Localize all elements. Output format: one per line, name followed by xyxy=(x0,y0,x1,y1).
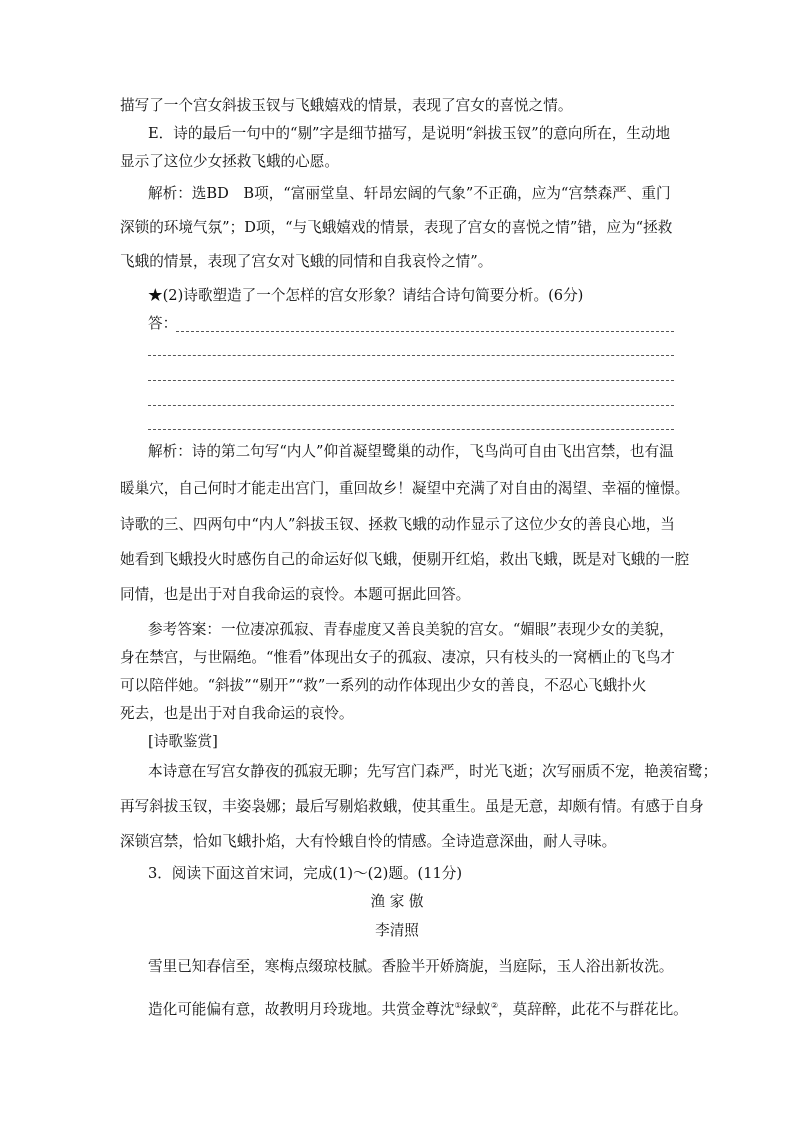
text-line: 参考答案：一位凄凉孤寂、青春虚度又善良美貌的宫女。“媚眼”表现少女的美貌， xyxy=(148,621,674,638)
footnote-marker: ① xyxy=(454,1001,462,1010)
text-line: 再写斜拔玉钗，丰姿袅娜；最后写剔焰救蛾，使其重生。虽是无意，却颇有情。有感于自身 xyxy=(120,798,704,815)
question-line: ★(2)诗歌塑造了一个怎样的宫女形象？请结合诗句简要分析。(6分) xyxy=(148,287,584,304)
section-heading: [诗歌鉴赏] xyxy=(148,733,218,750)
poem-author: 李清照 xyxy=(375,922,419,939)
text-line: 深锁的环境气氛”；D项，“与飞蛾嬉戏的情景，表现了宫女的喜悦之情”错，应为“拯救 xyxy=(120,219,673,236)
text-line: E．诗的最后一句中的“剔”字是细节描写，是说明“斜拔玉钗”的意向所在，生动地 xyxy=(148,125,671,142)
text-line: 深锁宫禁，恰如飞蛾扑焰，大有怜蛾自怜的情感。全诗造意深曲，耐人寻味。 xyxy=(120,833,617,850)
poem-line-part: ，莫辞醉，此花不与群花比。 xyxy=(498,1001,688,1018)
poem-line: 雪里已知春信至，寒梅点缀琼枝腻。香脸半开娇旖旎，当庭际，玉人浴出新妆洗。 xyxy=(148,958,674,975)
poem-line-part: 造化可能偏有意，故教明月玲珑地。共赏金尊沈 xyxy=(148,1001,455,1018)
poem-line-part: 绿蚁 xyxy=(461,1001,491,1018)
answer-label: 答： xyxy=(148,315,178,332)
text-line: 暖巢穴，自己何时才能走出宫门，重回故乡！凝望中充满了对自由的渴望、幸福的憧憬。 xyxy=(120,480,690,497)
answer-blank-line xyxy=(148,429,674,430)
text-line: 描写了一个宫女斜拔玉钗与飞蛾嬉戏的情景，表现了宫女的喜悦之情。 xyxy=(120,97,573,114)
text-line: 身在禁宫，与世隔绝。“惟看”体现出女子的孤寂、凄凉，只有枝头的一窝栖止的飞鸟才 xyxy=(120,649,675,666)
text-line: 解析：选BD B项，“富丽堂皇、轩昂宏阔的气象”不正确，应为“宫禁森严、重门 xyxy=(148,185,671,202)
answer-blank-line xyxy=(148,405,674,406)
text-line: 死去，也是出于对自我命运的哀怜。 xyxy=(120,705,354,722)
question-line: 3．阅读下面这首宋词，完成(1)～(2)题。(11分) xyxy=(148,865,463,882)
text-line: 她看到飞蛾投火时感伤自己的命运好似飞蛾，便剔开红焰，救出飞蛾，既是对飞蛾的一腔 xyxy=(120,551,690,568)
text-line: 飞蛾的情景，表现了宫女对飞蛾的同情和自我哀怜之情”。 xyxy=(120,253,493,270)
text-line: 显示了这位少女拯救飞蛾的心愿。 xyxy=(120,153,339,170)
footnote-marker: ② xyxy=(490,1001,499,1010)
answer-blank-line xyxy=(148,355,674,356)
text-line: 可以陪伴她。“斜拔”“剔开”“救”一系列的动作体现出少女的善良，不忍心飞蛾扑火 xyxy=(120,677,647,694)
poem-title: 渔 家 傲 xyxy=(370,893,424,910)
text-line: 解析：诗的第二句写“内人”仰首凝望鹭巢的动作，飞鸟尚可自由飞出宫禁，也有温 xyxy=(148,443,674,460)
text-line: 本诗意在写宫女静夜的孤寂无聊；先写宫门森严，时光飞逝；次写丽质不宠，艳羡宿鹭； xyxy=(148,763,718,780)
text-line: 同情，也是出于对自我命运的哀怜。本题可据此回答。 xyxy=(120,586,471,603)
text-line: 诗歌的三、四两句中“内人”斜拔玉钗、拯救飞蛾的动作显示了这位少女的善良心地，当 xyxy=(120,516,675,533)
answer-blank-line xyxy=(148,380,674,381)
poem-line xyxy=(148,996,688,1020)
answer-blank-line xyxy=(176,331,674,332)
